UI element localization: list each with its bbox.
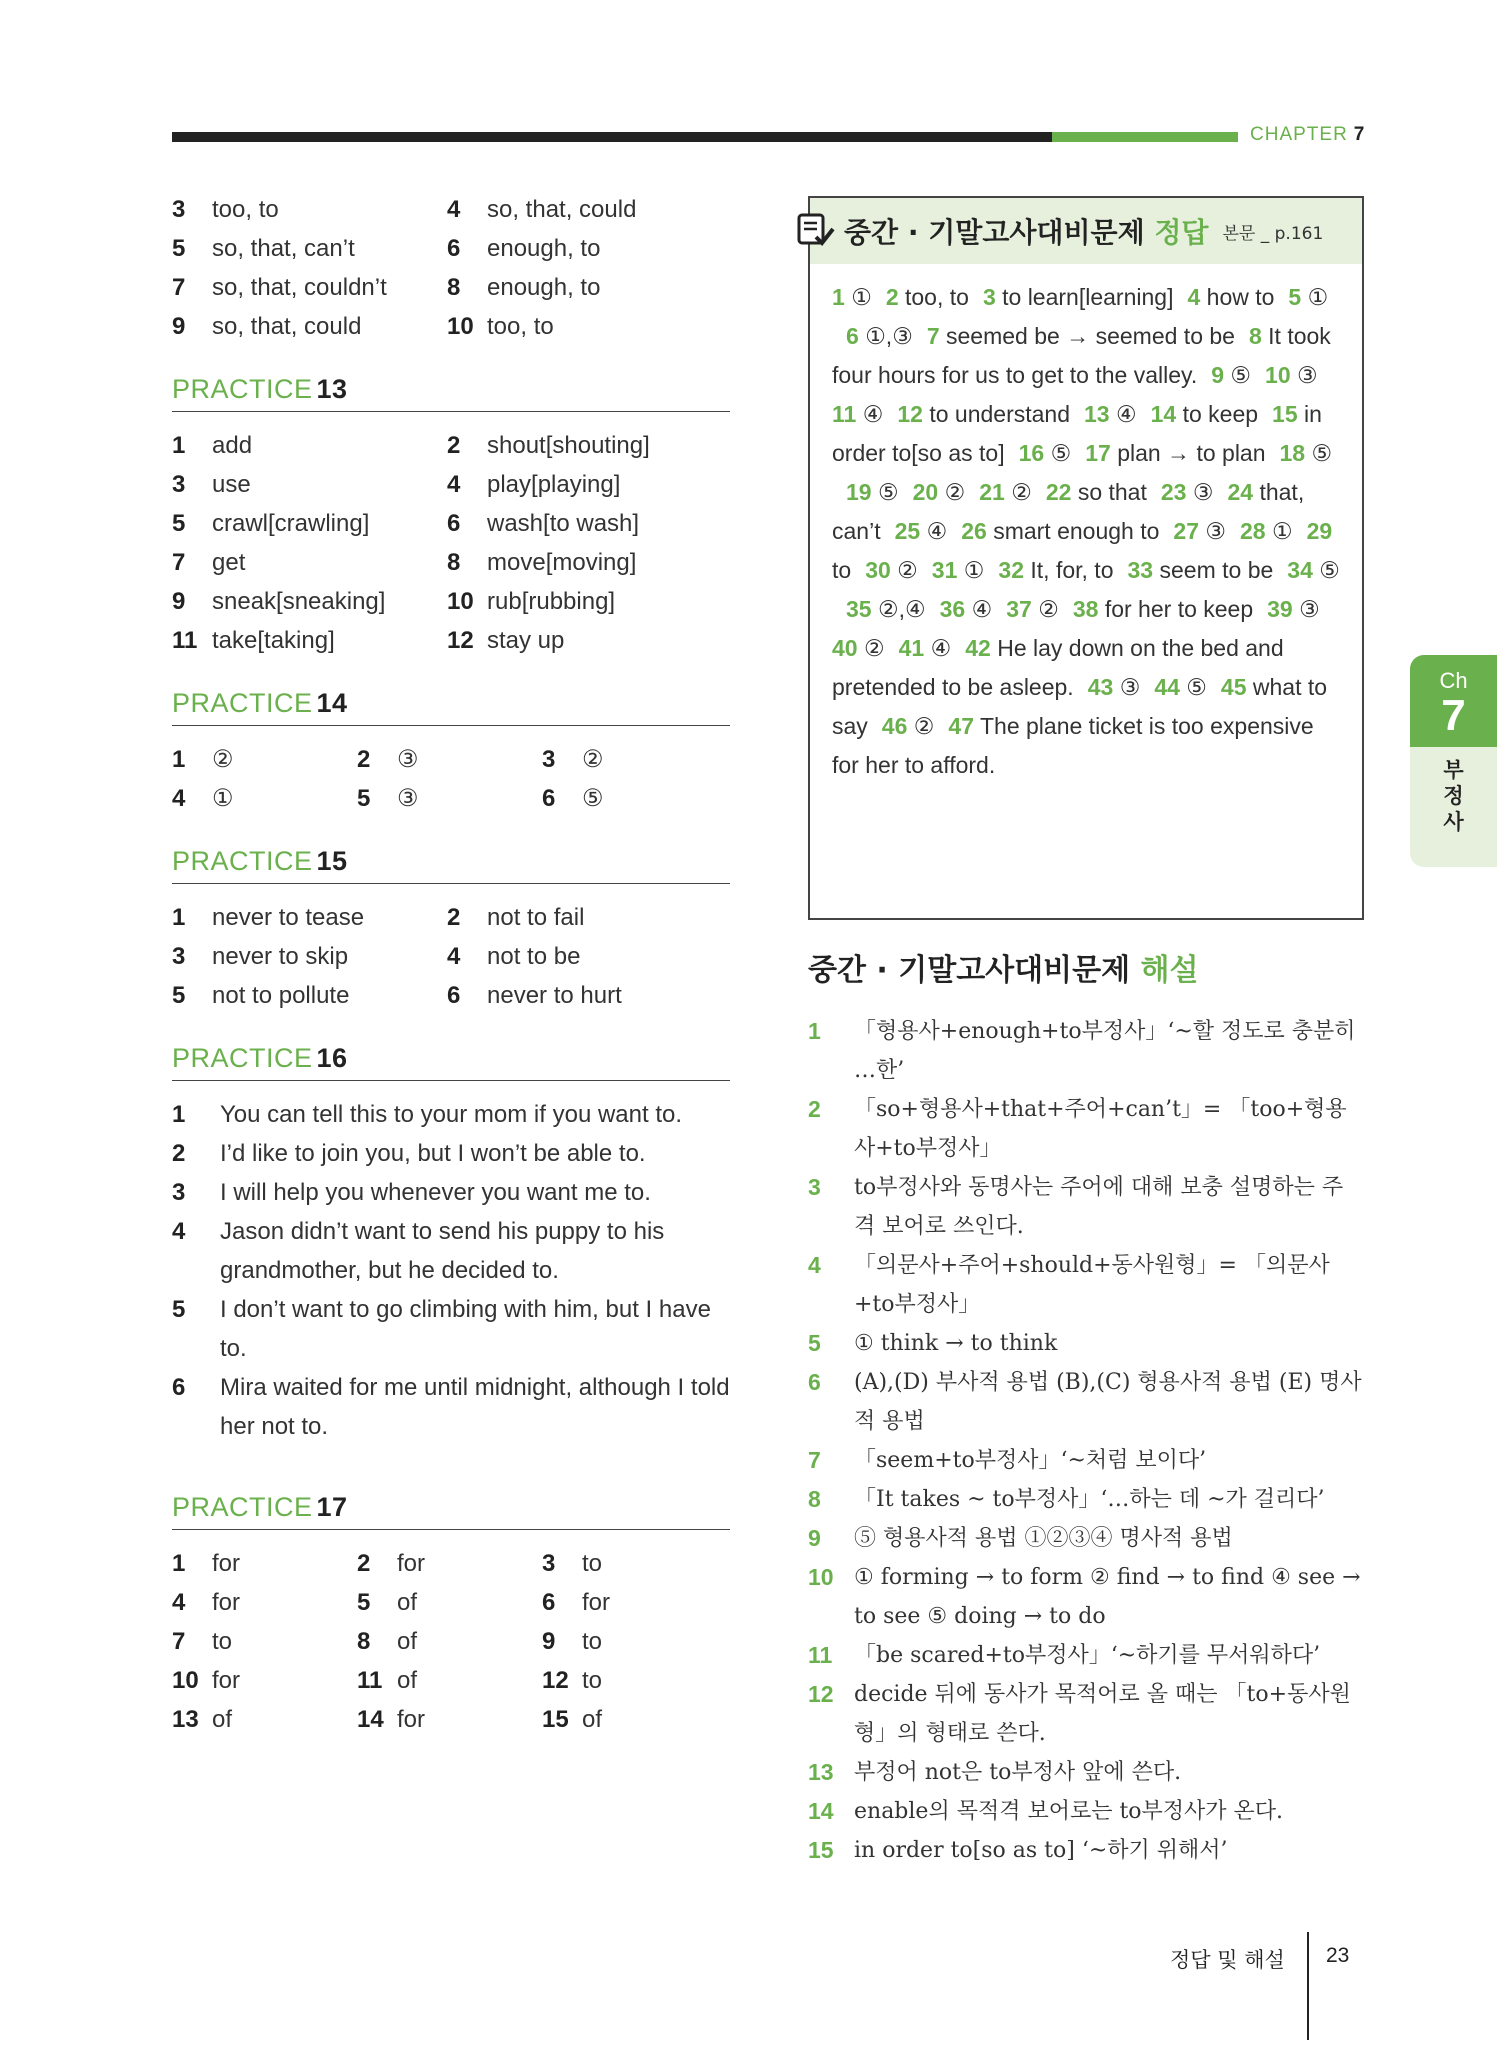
explanation-number: 15: [808, 1837, 834, 1863]
item-number: 7: [172, 549, 186, 576]
item-number: 3: [172, 471, 186, 498]
answer-number: 26: [961, 518, 987, 544]
answer-number: 28: [1240, 518, 1266, 544]
answer-number: 27: [1173, 518, 1199, 544]
item-answer: so, that, can’t: [212, 235, 355, 262]
answer-number: 29: [1306, 518, 1333, 544]
answer-text: ④: [862, 401, 884, 427]
answer-text: to understand: [929, 401, 1070, 427]
item-number: 6: [447, 510, 461, 537]
answer-number: 39: [1267, 596, 1293, 622]
practice-15-heading: PRACTICE 15: [172, 846, 730, 884]
practice-16-list: [172, 1095, 730, 1446]
sentence-row: [172, 1368, 730, 1446]
item-number: 3: [172, 1179, 186, 1206]
explanation-text: 「It takes ~ to부정사」‘…하는 데 ~가 걸리다’: [854, 1487, 1325, 1512]
item-number: 4: [172, 1218, 186, 1245]
answer-text: ②: [913, 713, 935, 739]
explanation-row: [808, 1090, 1364, 1168]
answer-number: 45: [1220, 674, 1247, 700]
explanation-number: 11: [808, 1642, 833, 1668]
answer-text: so that: [1077, 479, 1147, 505]
answer-text: that, can’t: [832, 479, 1305, 544]
item-number: 15: [542, 1706, 569, 1733]
answer-text: ⑤: [1186, 674, 1207, 700]
item-answer: never to hurt: [487, 982, 622, 1009]
explanation-row: [808, 1168, 1364, 1246]
answer-text: to learn[learning]: [1002, 284, 1174, 310]
answer-number: 2: [885, 284, 899, 310]
explanation-number: 9: [808, 1525, 821, 1551]
item-answer: play[playing]: [487, 471, 621, 498]
answer-number: 22: [1045, 479, 1072, 505]
item-answer: to: [582, 1550, 603, 1577]
answer-number: 32: [998, 557, 1024, 583]
item-number: 5: [357, 1589, 371, 1616]
explanation-number: 10: [808, 1564, 834, 1590]
item-number: 3: [172, 196, 186, 223]
explanation-text: to부정사와 동명사는 주어에 대해 보충 설명하는 주격 보어로 쓰인다.: [854, 1175, 1344, 1239]
left-column: [172, 190, 730, 1739]
answer-text: ②: [1011, 479, 1032, 505]
item-number: 7: [172, 274, 186, 301]
item-answer: rub[rubbing]: [487, 588, 616, 615]
sentence-row: [172, 1212, 730, 1290]
answer-number: 40: [832, 635, 858, 661]
explanation-number: 5: [808, 1330, 821, 1356]
item-number: 2: [357, 746, 371, 773]
answer-text: ④: [930, 635, 952, 661]
answer-number: 37: [1006, 596, 1032, 622]
item-number: 10: [447, 313, 474, 340]
item-number: 4: [172, 1589, 186, 1616]
answer-text: ①: [963, 557, 985, 583]
item-answer: enough, to: [487, 274, 601, 301]
item-sentence: I’d like to join you, but I won’t be able to.: [220, 1140, 646, 1167]
side-tab-subject: 부정사: [1443, 758, 1464, 834]
item-answer: of: [212, 1706, 233, 1733]
item-number: 7: [172, 1628, 186, 1655]
item-number: 6: [172, 1374, 186, 1401]
footer-label: 정답 및 해설: [1170, 1948, 1285, 1972]
sentence-row: [172, 1095, 730, 1134]
answer-text: He lay down on the bed and pretended to be asleep.: [832, 635, 1284, 700]
item-number: 8: [447, 549, 461, 576]
explanation-number: 6: [808, 1369, 821, 1395]
answer-number: 1: [832, 284, 845, 310]
answer-text: ③: [1205, 518, 1227, 544]
item-number: 9: [172, 313, 186, 340]
item-number: 5: [172, 982, 186, 1009]
answer-number: 38: [1072, 596, 1099, 622]
item-answer: get: [212, 549, 246, 576]
answer-text: seemed be → seemed to be: [946, 323, 1235, 349]
item-number: 9: [542, 1628, 556, 1655]
item-answer: of: [397, 1589, 418, 1616]
answer-box-header: [810, 198, 1362, 264]
answer-number: 3: [982, 284, 996, 310]
explanation-text: decide 뒤에 동사가 목적어로 올 때는 「to+동사원형」의 형태로 쓴다.: [854, 1682, 1351, 1746]
item-answer: for: [397, 1550, 426, 1577]
item-answer: to: [212, 1628, 233, 1655]
answer-text: seem to be: [1159, 557, 1274, 583]
answer-number: 6: [846, 323, 859, 349]
explanation-row: [808, 1480, 1364, 1519]
item-number: 1: [172, 1101, 186, 1128]
item-number: 12: [542, 1667, 569, 1694]
answer-number: 7: [926, 323, 940, 349]
explanation-number: 14: [808, 1798, 834, 1824]
item-number: 12: [447, 627, 474, 654]
answer-text: ④: [1115, 401, 1137, 427]
answer-number: 13: [1084, 401, 1110, 427]
answer-text: ①: [1307, 284, 1329, 310]
answer-text: to keep: [1182, 401, 1259, 427]
answer-text: smart enough to: [993, 518, 1160, 544]
practice-14-heading: PRACTICE 14: [172, 688, 730, 726]
sentence-row: [172, 1173, 730, 1212]
side-tab-number: 7: [1441, 691, 1466, 740]
explanation-row: [808, 1441, 1364, 1480]
answer-number: 16: [1018, 440, 1045, 466]
explanation-row: [808, 1012, 1364, 1090]
item-answer: to: [582, 1667, 603, 1694]
item-answer: of: [397, 1667, 418, 1694]
item-number: 1: [172, 1550, 186, 1577]
item-number: 11: [172, 627, 198, 654]
explanation-title: 중간 · 기말고사대비문제 해설: [808, 953, 1199, 988]
explanation-text: 부정어 not은 to부정사 앞에 쓴다.: [854, 1760, 1182, 1785]
practice-13-list: [172, 426, 730, 660]
item-answer: never to tease: [212, 904, 365, 931]
item-number: 2: [447, 904, 461, 931]
answer-number: 4: [1187, 284, 1201, 310]
item-answer: so, that, could: [212, 313, 362, 340]
answer-number: 18: [1279, 440, 1306, 466]
item-answer: enough, to: [487, 235, 601, 262]
answer-text: ②: [863, 635, 885, 661]
practice-17-heading: PRACTICE 17: [172, 1492, 730, 1530]
item-answer: too, to: [212, 196, 279, 223]
page-number: 23: [1326, 1944, 1350, 1967]
item-answer: sneak[sneaking]: [212, 588, 386, 615]
answer-text: in order to[so as to]: [832, 401, 1322, 466]
item-number: 6: [542, 1589, 556, 1616]
answer-number: 25: [894, 518, 921, 544]
item-number: 6: [447, 235, 461, 262]
item-number: 4: [172, 785, 186, 812]
item-answer: shout[shouting]: [487, 432, 650, 459]
item-number: 3: [172, 943, 186, 970]
item-answer: crawl[crawling]: [212, 510, 370, 537]
item-answer: so, that, could: [487, 196, 637, 223]
item-number: 3: [542, 746, 556, 773]
answer-text: how to: [1206, 284, 1275, 310]
answer-number: 41: [898, 635, 925, 661]
item-number: 6: [542, 785, 556, 812]
answer-number: 10: [1265, 362, 1291, 388]
answer-number: 8: [1248, 323, 1262, 349]
item-answer: for: [212, 1589, 241, 1616]
answer-text: to: [832, 557, 852, 583]
item-number: 4: [447, 471, 461, 498]
explanation-row: [808, 1363, 1364, 1441]
answer-number: 33: [1127, 557, 1154, 583]
answer-text: It took four hours for us to get to the valley.: [832, 323, 1331, 388]
explanation-text: (A),(D) 부사적 용법 (B),(C) 형용사적 용법 (E) 명사적 용법: [854, 1370, 1362, 1434]
explanation-number: 12: [808, 1681, 834, 1707]
item-number: 5: [172, 235, 186, 262]
item-number: 14: [357, 1706, 384, 1733]
checklist-icon: [796, 211, 836, 251]
explanation-number: 7: [808, 1447, 821, 1473]
answer-text: ⑤: [1319, 557, 1340, 583]
item-number: 1: [172, 904, 186, 931]
item-number: 1: [172, 746, 186, 773]
item-sentence: Mira waited for me until midnight, although I told her not to.: [220, 1374, 730, 1440]
explanation-text: in order to[so as to] ‘~하기 위해서’: [854, 1838, 1228, 1863]
explanation-text: ⑤ 형용사적 용법 ①②③④ 명사적 용법: [854, 1526, 1233, 1551]
answer-text: ③: [1192, 479, 1214, 505]
answer-text: ①: [851, 284, 872, 310]
item-sentence: Jason didn’t want to send his puppy to his grandmother, but he decided to.: [220, 1218, 665, 1284]
answer-box: [808, 196, 1364, 920]
item-answer: ⑤: [582, 785, 604, 812]
item-number: 4: [447, 943, 461, 970]
practice-15-list: [172, 898, 730, 1015]
explanation-number: 4: [808, 1252, 821, 1278]
explanation-number: 13: [808, 1759, 834, 1785]
explanation-row: [808, 1753, 1364, 1792]
answer-number: 11: [832, 401, 857, 427]
explanation-row: [808, 1636, 1364, 1675]
answer-number: 12: [897, 401, 923, 427]
answer-number: 24: [1227, 479, 1254, 505]
answer-number: 43: [1087, 674, 1114, 700]
item-number: 8: [357, 1628, 371, 1655]
item-answer: wash[to wash]: [487, 510, 640, 537]
item-number: 3: [542, 1550, 556, 1577]
explanation-text: 「seem+to부정사」‘~처럼 보이다’: [854, 1448, 1207, 1473]
answer-number: 9: [1211, 362, 1225, 388]
answer-text: The plane ticket is too expensive for her to afford.: [832, 713, 1314, 778]
answer-number: 31: [931, 557, 958, 583]
answer-number: 21: [979, 479, 1005, 505]
explanation-row: [808, 1558, 1364, 1636]
answer-box-title: 중간 · 기말고사대비문제 정답: [844, 216, 1209, 249]
answer-box-body: [810, 264, 1362, 785]
chapter-side-tab: [1410, 655, 1497, 867]
item-answer: use: [212, 471, 251, 498]
practice-17-list: [172, 1544, 730, 1739]
answer-text: ②: [897, 557, 918, 583]
item-number: 9: [172, 588, 186, 615]
item-number: 10: [172, 1667, 199, 1694]
answer-text: ②,④: [877, 596, 926, 622]
answer-number: 17: [1085, 440, 1111, 466]
answer-text: ⑤: [1311, 440, 1333, 466]
answer-number: 47: [948, 713, 974, 739]
item-number: 5: [172, 1296, 186, 1323]
footer-divider: [1307, 1932, 1309, 2040]
practice-13-heading: PRACTICE 13: [172, 374, 730, 412]
item-number: 5: [357, 785, 371, 812]
item-number: 5: [172, 510, 186, 537]
explanation-row: [808, 1792, 1364, 1831]
top-answer-list: [172, 190, 730, 346]
header-rule-dark: [172, 132, 1052, 142]
item-answer: not to pollute: [212, 982, 350, 1009]
item-answer: not to be: [487, 943, 581, 970]
answer-text: too, to: [905, 284, 969, 310]
answer-number: 14: [1150, 401, 1177, 427]
side-tab-ch: Ch: [1439, 668, 1468, 693]
item-number: 4: [447, 196, 461, 223]
item-answer: for: [212, 1550, 241, 1577]
answer-number: 15: [1272, 401, 1298, 427]
item-answer: to: [582, 1628, 603, 1655]
item-answer: take[taking]: [212, 627, 335, 654]
explanation-text: 「be scared+to부정사」‘~하기를 무서워하다’: [854, 1643, 1321, 1668]
item-number: 2: [172, 1140, 186, 1167]
answer-number: 20: [912, 479, 939, 505]
item-answer: never to skip: [212, 943, 349, 970]
explanation-list: [808, 1012, 1364, 1870]
item-answer: move[moving]: [487, 549, 637, 576]
explanation-text: ① think → to think: [854, 1331, 1058, 1356]
practice-14-list: [172, 740, 730, 818]
item-answer: ②: [212, 746, 234, 773]
item-answer: too, to: [487, 313, 554, 340]
sentence-row: [172, 1134, 730, 1173]
answer-text: ②: [1038, 596, 1059, 622]
answer-text: ①: [1272, 518, 1293, 544]
explanation-text: ① forming → to form ② find → to find ④ see → to see ⑤ doing → to do: [854, 1565, 1361, 1629]
item-answer: of: [397, 1628, 418, 1655]
answer-text: ④: [926, 518, 948, 544]
answer-text: ⑤: [1230, 362, 1252, 388]
answer-text: plan → to plan: [1117, 440, 1266, 466]
explanation-text: 「형용사+enough+to부정사」‘~할 정도로 충분히 …한’: [854, 1019, 1356, 1083]
item-answer: ①: [212, 785, 234, 812]
explanation-row: [808, 1831, 1364, 1870]
item-sentence: I will help you whenever you want me to.: [220, 1179, 651, 1206]
item-number: 2: [357, 1550, 371, 1577]
item-number: 2: [447, 432, 461, 459]
explanation-number: 3: [808, 1174, 821, 1200]
item-number: 8: [447, 274, 461, 301]
item-number: 6: [447, 982, 461, 1009]
item-answer: ③: [397, 746, 419, 773]
answer-number: 30: [865, 557, 891, 583]
header-rule-green: [1052, 132, 1238, 142]
item-number: 10: [447, 588, 474, 615]
answer-number: 19: [846, 479, 872, 505]
answer-number: 36: [939, 596, 966, 622]
item-answer: ②: [582, 746, 604, 773]
answer-number: 35: [846, 596, 872, 622]
sentence-row: [172, 1290, 730, 1368]
item-answer: stay up: [487, 627, 565, 654]
explanation-text: enable의 목적격 보어로는 to부정사가 온다.: [854, 1799, 1284, 1824]
item-number: 13: [172, 1706, 199, 1733]
explanation-row: [808, 1675, 1364, 1753]
answer-number: 42: [965, 635, 991, 661]
explanation-row: [808, 1246, 1364, 1324]
answer-number: 23: [1160, 479, 1187, 505]
explanation-row: [808, 1519, 1364, 1558]
explanation-text: 「의문사+주어+should+동사원형」= 「의문사+to부정사」: [854, 1253, 1330, 1317]
item-answer: so, that, couldn’t: [212, 274, 387, 301]
answer-text: ⑤: [1050, 440, 1072, 466]
item-answer: not to fail: [487, 904, 585, 931]
explanation-number: 2: [808, 1096, 821, 1122]
answer-text: ⑤: [877, 479, 899, 505]
answer-text: ①,③: [865, 323, 913, 349]
item-number: 11: [357, 1667, 383, 1694]
answer-number: 34: [1287, 557, 1313, 583]
answer-number: 5: [1288, 284, 1302, 310]
answer-text: ③: [1297, 362, 1318, 388]
answer-text: for her to keep: [1104, 596, 1254, 622]
item-answer: of: [582, 1706, 603, 1733]
explanation-row: [808, 1324, 1364, 1363]
item-answer: for: [582, 1589, 611, 1616]
answer-text: ④: [971, 596, 993, 622]
item-number: 1: [172, 432, 186, 459]
answer-text: It, for, to: [1030, 557, 1114, 583]
explanation-number: 8: [808, 1486, 821, 1512]
answer-text: ③: [1299, 596, 1320, 622]
item-answer: add: [212, 432, 253, 459]
item-answer: for: [212, 1667, 241, 1694]
answer-text: what to say: [832, 674, 1328, 739]
answer-box-page-ref: 본문 _ p.161: [1222, 223, 1324, 244]
item-answer: ③: [397, 785, 419, 812]
item-sentence: I don’t want to go climbing with him, but I have to.: [220, 1296, 711, 1362]
explanation-number: 1: [808, 1018, 821, 1044]
practice-16-heading: PRACTICE 16: [172, 1043, 730, 1081]
answer-text: ②: [944, 479, 966, 505]
explanation-text: 「so+형용사+that+주어+can’t」= 「too+형용사+to부정사」: [854, 1097, 1347, 1161]
item-answer: for: [397, 1706, 426, 1733]
answer-number: 46: [881, 713, 908, 739]
item-sentence: You can tell this to your mom if you want to.: [220, 1101, 683, 1128]
answer-number: 44: [1154, 674, 1180, 700]
chapter-label: CHAPTER 7: [1250, 124, 1366, 145]
answer-text: ③: [1119, 674, 1141, 700]
